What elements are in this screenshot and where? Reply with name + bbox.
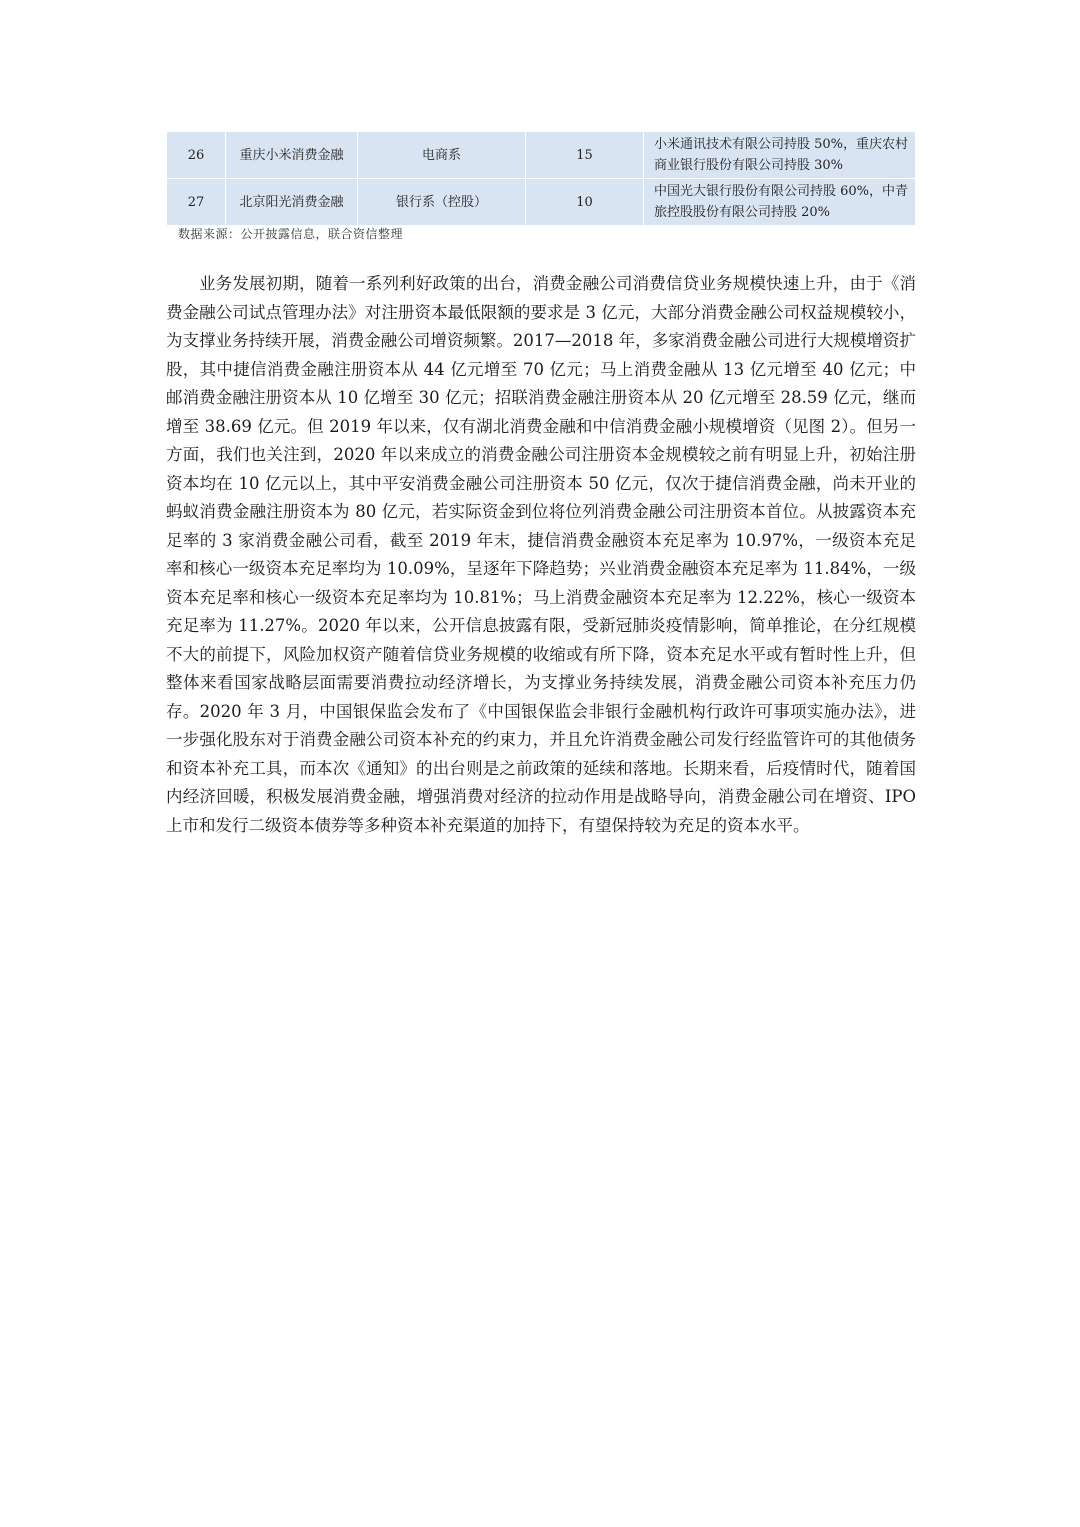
- body-paragraph: 业务发展初期，随着一系列利好政策的出台，消费金融公司消费信贷业务规模快速上升，由于《消费金融公司试点管理办法》对注册资本最低限额的要求是 3 亿元，大部分消费金融公司权益规模较小，为支撑业务持续开展，消费金融公司增资频繁。2017—2018 年，多家消费金融公司进行大规模增资扩股，其中捷信消费金融注册资本从 44 亿元增至 70 亿元；马上消费金融从 13 亿元增至 40 亿元；中邮消费金融注册资本从 10 亿增至 30 亿元；招联消费金融注册资本从 20 亿元增至 28.59 亿元，继而增至 38.69 亿元。但 2019 年以来，仅有湖北消费金融和中信消费金融小规模增资（见图 2）。但另一方面，我们也关注到，2020 年以来成立的消费金融公司注册资本金规模较之前有明显上升，初始注册资本均在 10 亿元以上，其中平安消费金融公司注册资本 50 亿元，仅次于捷信消费金融，尚未开业的蚂蚁消费金融注册资本为 80 亿元，若实际资金到位将位列消费金融公司注册资本首位。从披露资本充足率的 3 家消费金融公司看，截至 2019 年末，捷信消费金融资本充足率为 10.97%，一级资本充足率和核心一级资本充足率均为 10.09%，呈逐年下降趋势；兴业消费金融资本充足率为 11.84%，一级资本充足率和核心一级资本充足率均为 10.81%；马上消费金融资本充足率为 12.22%，核心一级资本充足率为 11.27%。2020 年以来，公开信息披露有限，受新冠肺炎疫情影响，简单推论，在分红规模不大的前提下，风险加权资产随着信贷业务规模的收缩或有所下降，资本充足水平或有暂时性上升，但整体来看国家战略层面需要消费拉动经济增长，为支撑业务持续发展，消费金融公司资本补充压力仍存。2020 年 3 月，中国银保监会发布了《中国银保监会非银行金融机构行政许可事项实施办法》，进一步强化股东对于消费金融公司资本补充的约束力，并且允许消费金融公司发行经监管许可的其他债务和资本补充工具，而本次《通知》的出台则是之前政策的延续和落地。长期来看，后疫情时代，随着国内经济回暖，积极发展消费金融，增强消费对经济的拉动作用是战略导向，消费金融公司在增资、IPO 上市和发行二级资本债券等多种资本补充渠道的加持下，有望保持较为充足的资本水平。: [166, 274, 916, 835]
- data-source-note: 数据来源：公开披露信息，联合资信整理: [178, 227, 404, 241]
- registered-capital: 15: [526, 132, 644, 179]
- row-index: 27: [167, 179, 226, 226]
- table-row: [167, 179, 916, 226]
- table-row: [167, 132, 916, 179]
- company-table: [166, 131, 916, 226]
- registered-capital: 10: [526, 179, 644, 226]
- shareholders: 小米通讯技术有限公司持股 50%，重庆农村商业银行股份有限公司持股 30%: [644, 132, 916, 179]
- row-index: 26: [167, 132, 226, 179]
- company-type: 电商系: [358, 132, 526, 179]
- company-name: 重庆小米消费金融: [226, 132, 358, 179]
- company-type: 银行系（控股）: [358, 179, 526, 226]
- company-name: 北京阳光消费金融: [226, 179, 358, 226]
- shareholders: 中国光大银行股份有限公司持股 60%，中青旅控股股份有限公司持股 20%: [644, 179, 916, 226]
